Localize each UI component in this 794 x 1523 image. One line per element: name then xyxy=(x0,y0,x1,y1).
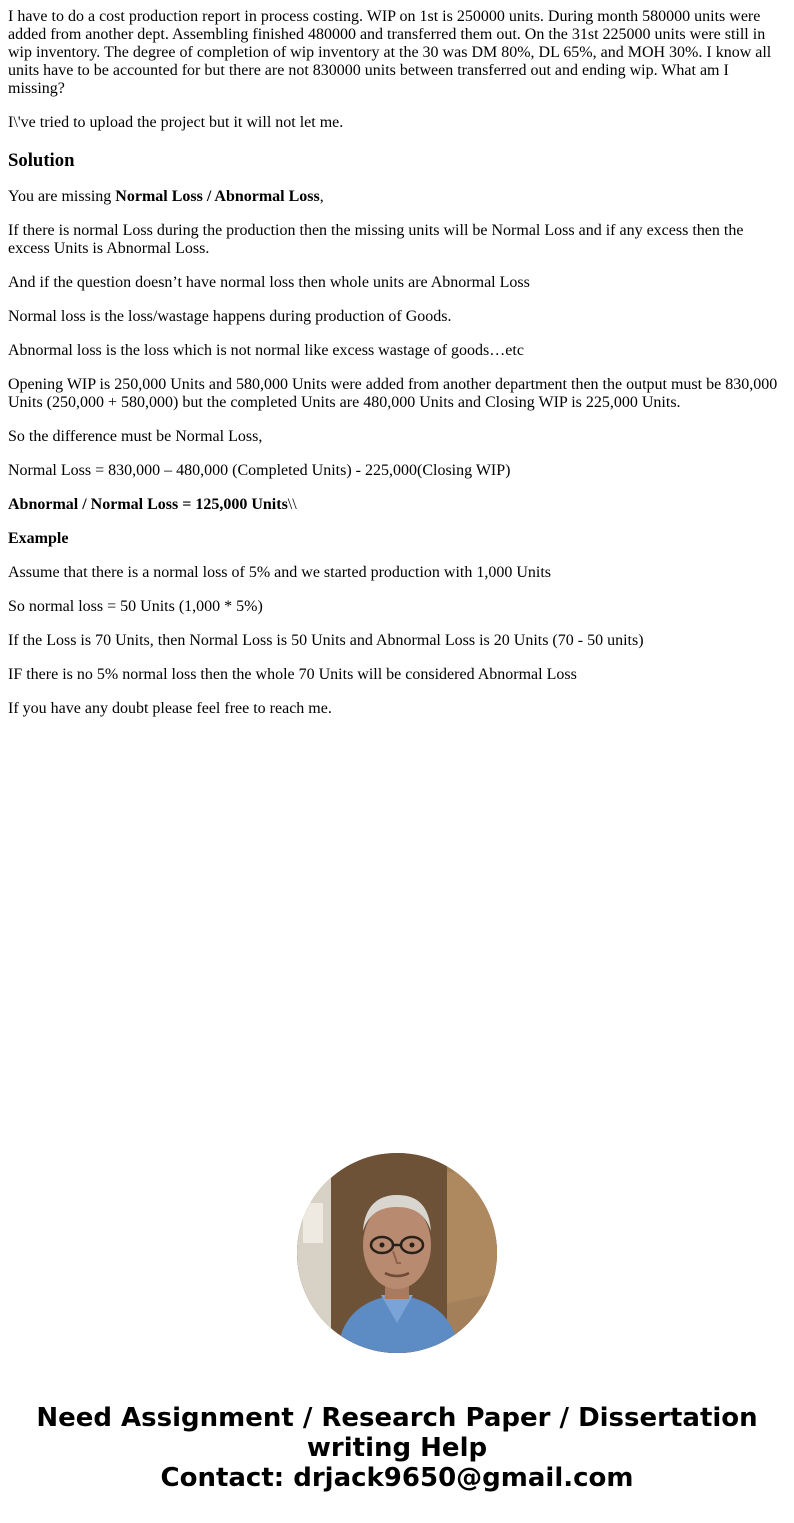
example-heading xyxy=(8,530,780,548)
question-text: I have to do a cost production report in process costing. WIP on 1st is 250000 units. During month 580000 units were added from another dept. Assembling finished 480000 and transferred them out. On the 31st 225000 units were still in wip inventory. The degree of completion of wip inventory at the 30 was DM 80%, DL 65%, and MOH 30%. I know all units have to be accounted for but there are not 830000 units between transferred out and ending wip. What am I missing? xyxy=(8,8,772,97)
intro-prefix: You are missing xyxy=(8,188,116,205)
solution-paragraph: So the difference must be Normal Loss, xyxy=(8,428,263,445)
example-paragraph: If the Loss is 70 Units, then Normal Loss is 50 Units and Abnormal Loss is 20 Units (70 - 50 units) xyxy=(8,632,644,649)
result-suffix: \\ xyxy=(287,496,297,513)
avatar-portrait xyxy=(297,1153,497,1353)
promo-line-2: writing Help xyxy=(306,1433,488,1463)
solution-paragraph: Abnormal loss is the loss which is not normal like excess wastage of goods…etc xyxy=(8,342,524,359)
solution-paragraph: If there is normal Loss during the production then the missing units will be Normal Loss and if any excess then the excess Units is Abnormal Loss. xyxy=(8,222,744,257)
example-paragraph: So normal loss = 50 Units (1,000 * 5%) xyxy=(8,598,263,615)
author-avatar xyxy=(297,1153,497,1353)
solution-paragraph: And if the question doesn’t have normal loss then whole units are Abnormal Loss xyxy=(8,274,530,291)
solution-intro xyxy=(8,188,780,206)
closing-paragraph: If you have any doubt please feel free to reach me. xyxy=(8,700,332,717)
example-paragraph: Assume that there is a normal loss of 5% and we started production with 1,000 Units xyxy=(8,564,552,581)
solution-result xyxy=(8,496,780,514)
result-bold: Abnormal / Normal Loss = 125,000 Units xyxy=(8,496,288,513)
promo-contact: Contact: drjack9650@gmail.com xyxy=(160,1463,634,1493)
solution-paragraph: Opening WIP is 250,000 Units and 580,000 Units were added from another department then the output must be 830,000 Units (250,000 + 580,000) but the completed Units are 480,000 Units and Closing WIP is 225,000 Units. xyxy=(8,376,778,411)
intro-bold: Normal Loss / Abnormal Loss xyxy=(115,188,320,205)
promo-line-1: Need Assignment / Research Paper / Dissertation xyxy=(36,1403,758,1433)
example-heading-text: Example xyxy=(8,530,69,547)
solution-paragraph: Normal loss is the loss/wastage happens during production of Goods. xyxy=(8,308,452,325)
solution-formula: Normal Loss = 830,000 – 480,000 (Completed Units) - 225,000(Closing WIP) xyxy=(8,462,511,479)
intro-suffix: , xyxy=(319,188,324,205)
solution-heading: Solution xyxy=(8,150,75,171)
example-paragraph: IF there is no 5% normal loss then the whole 70 Units will be considered Abnormal Loss xyxy=(8,666,577,683)
promo-footer xyxy=(0,1403,794,1493)
question-note: I\'ve tried to upload the project but it will not let me. xyxy=(8,114,344,131)
post-content xyxy=(8,0,780,734)
